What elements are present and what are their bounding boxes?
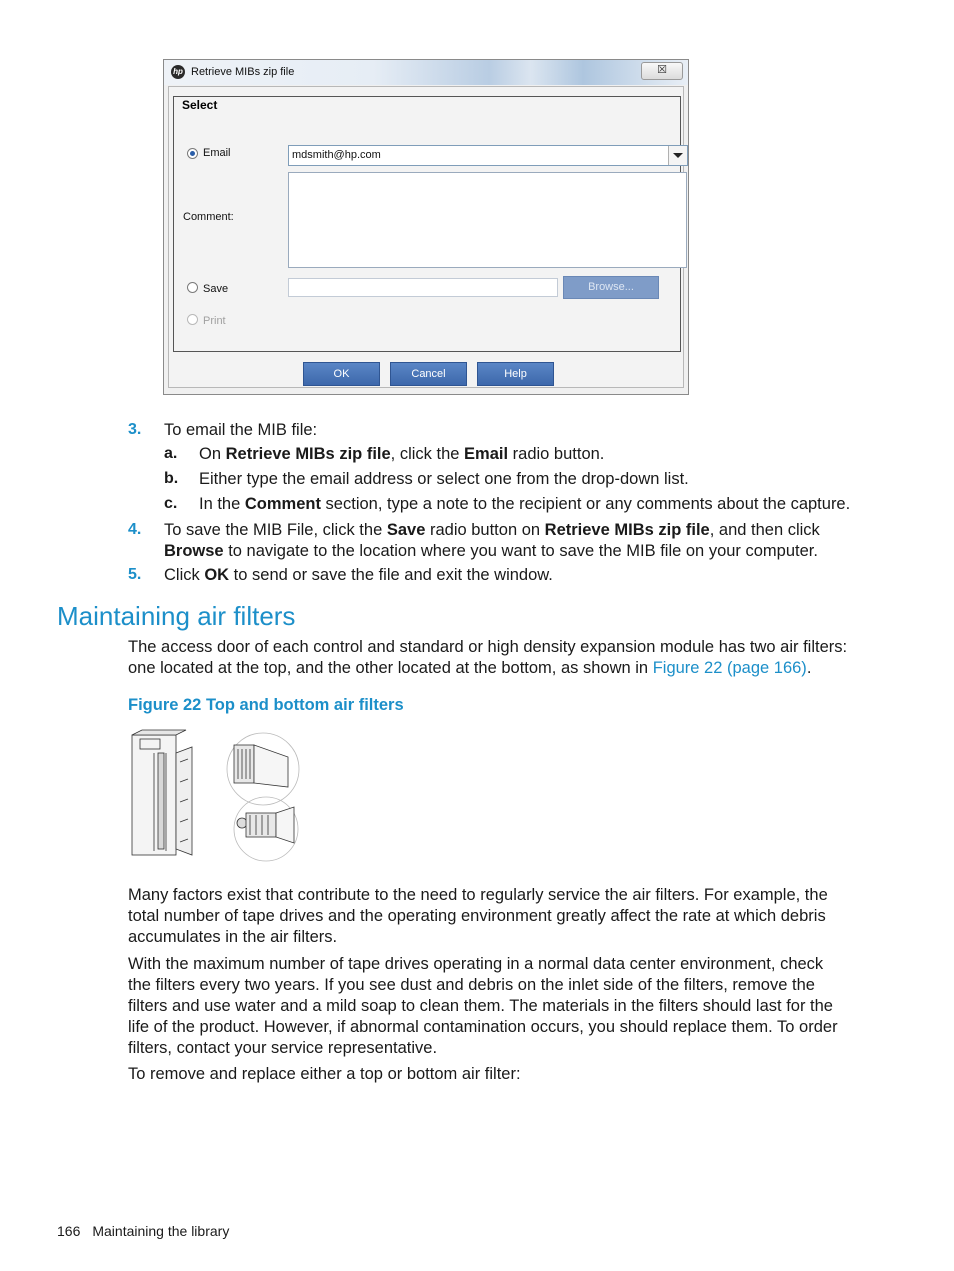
figure-caption: Figure 22 Top and bottom air filters	[128, 696, 404, 714]
maintenance-paragraph-3: To remove and replace either a top or bottom air filter:	[128, 1065, 521, 1083]
help-button[interactable]: Help	[477, 362, 554, 386]
step-3a-letter: a.	[164, 445, 178, 462]
dropdown-arrow-icon[interactable]	[668, 146, 687, 165]
step-4-number: 4.	[128, 521, 142, 538]
select-group	[173, 96, 681, 352]
step-3-text: To email the MIB file:	[164, 421, 318, 439]
maintenance-paragraph-1: Many factors exist that contribute to the need to regularly service the air filters. For example, the total number of tape drives and the operating environment greatly affect the rate at which debris accumulates in the air filters.	[128, 886, 828, 946]
browse-button[interactable]: Browse...	[563, 276, 659, 299]
dialog-titlebar	[164, 60, 688, 85]
comment-textarea[interactable]	[288, 172, 687, 268]
intro-paragraph: The access door of each control and standard or high density expansion module has two air filters: one located at the top, and the other located at the bottom, as shown in Figure 22 (page 166).	[128, 638, 848, 677]
hp-logo-icon: hp	[171, 65, 185, 79]
email-combobox[interactable]	[288, 145, 688, 166]
save-label: Save	[203, 283, 229, 295]
step-4-text: To save the MIB File, click the Save radio button on Retrieve MIBs zip file, and then click Browse to navigate to the location where you want to save the MIB file on your computer.	[164, 521, 820, 560]
ok-button[interactable]: OK	[303, 362, 380, 386]
step-3b-text: Either type the email address or select one from the drop-down list.	[199, 470, 689, 488]
email-radio[interactable]	[187, 148, 198, 159]
maintenance-paragraph-2: With the maximum number of tape drives operating in a normal data center environment, check the filters every two years. If you see dust and debris on the inlet side of the filters, remove the filters and use water and a mild soap to clean them. The materials in the filters should last for the life of the product. However, if abnormal contamination occurs, you should replace them. To order filters, contact your service representative.	[128, 955, 838, 1057]
cancel-button[interactable]: Cancel	[390, 362, 467, 386]
retrieve-mibs-dialog	[163, 59, 689, 395]
comment-label: Comment:	[183, 211, 234, 223]
print-label: Print	[203, 315, 226, 327]
section-heading: Maintaining air filters	[57, 601, 296, 631]
email-label: Email	[203, 147, 231, 159]
step-5-number: 5.	[128, 566, 142, 583]
email-value: mdsmith@hp.com	[292, 149, 381, 161]
air-filters-figure	[128, 727, 303, 864]
save-radio[interactable]	[187, 282, 198, 293]
footer-section-title: Maintaining the library	[92, 1223, 230, 1239]
page-number: 166	[57, 1223, 81, 1239]
print-radio[interactable]	[187, 314, 198, 325]
step-3a-text: On Retrieve MIBs zip file, click the Email radio button.	[199, 445, 605, 463]
figure-22-link[interactable]: Figure 22 (page 166)	[652, 659, 807, 677]
save-path-input[interactable]	[288, 278, 558, 297]
step-3c-letter: c.	[164, 495, 178, 512]
step-3b-letter: b.	[164, 470, 179, 487]
page-footer	[57, 1223, 229, 1239]
dialog-body	[168, 86, 684, 388]
step-5-text: Click OK to send or save the file and exit the window.	[164, 566, 553, 584]
select-group-label: Select	[182, 98, 218, 112]
step-3-number: 3.	[128, 421, 142, 438]
dialog-title: Retrieve MIBs zip file	[191, 66, 295, 78]
close-button[interactable]: ☒	[641, 62, 683, 80]
step-3c-text: In the Comment section, type a note to the recipient or any comments about the capture.	[199, 495, 851, 513]
